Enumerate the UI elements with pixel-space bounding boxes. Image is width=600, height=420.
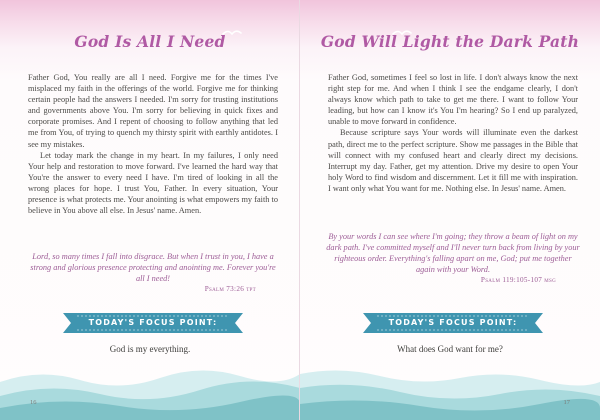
focus-point-text: What does God want for me? <box>397 344 503 354</box>
prayer-paragraph: Let today mark the change in my heart. In my failures, I only need Your help and restoration to move forward. I've learned the hard way that You're the answer to every need I have. I'm tired of looking in all the wrong places for hope. I trust You, Father. In every situation, Your presence is what protects me. Your anointing is what empowers my faith to believe in You above all else. In Jesus' name. Amen. <box>28 150 278 216</box>
scripture-quote <box>26 251 280 295</box>
scripture-quote <box>326 231 580 286</box>
prayer-paragraph: Father God, sometimes I feel so lost in life. I don't always know the next right step for me. And when I think I see the endgame clearly, I don't always know which path to take to get me there. I want to follow Your leading, but how can I know it's You I'm hearing? So I end up paralyzed, unable to move forward in confidence. <box>328 73 578 127</box>
prayer-text <box>28 72 278 216</box>
prayer-paragraph: Father God, You really are all I need. Forgive me for the times I've misplaced my faith in the offerings of the world. Forgive me for thinking certain people had the answers I needed. I'm sorry for trusting institutions and governments above You. I'm sorry for believing in quick fixes and corporate promises. And I repent of choosing to follow anything that led me from You, of trying to quench my thirsty spirit with earthly antidotes. I see my mistakes. <box>28 73 278 149</box>
page-number: 17 <box>563 399 570 406</box>
focus-point-label: TODAY'S FOCUS POINT: <box>388 318 518 327</box>
scripture-reference: Psalm 119:105-107 msg <box>480 276 556 285</box>
scripture-text: By your words I can see where I'm going; they throw a beam of light on my dark path. I've committed myself and I'll never turn back from living by your righteous order. Everything's falling apart on me, God; put me together again with your Word. <box>326 232 580 275</box>
focus-point-text: God is my everything. <box>109 344 191 354</box>
scripture-text: Lord, so many times I fall into disgrace. But when I trust in you, I have a strong and glorious presence protecting and anointing me. Forever you're all I need! <box>30 252 276 284</box>
page-number: 16 <box>30 399 37 406</box>
wave-decoration <box>0 360 300 420</box>
page-title: God Will Light the Dark Path <box>320 32 580 51</box>
scripture-reference: Psalm 73:26 tpt <box>204 285 256 294</box>
prayer-text <box>328 72 578 194</box>
page-title: God Is All I Need <box>74 32 226 51</box>
right-page <box>300 0 600 420</box>
focus-point-banner <box>63 313 243 333</box>
prayer-paragraph: Because scripture says Your words will illuminate even the darkest path, direct me to the perfect scripture. Show me passages in the Bible that will connect with my confused heart and clearly direct my decisions. Interrupt my day. Father, get my attention. Drive my desire to open Your holy Word to find wisdom and discernment. Let it fill me with inspiration. I want only what You want for me. Nothing else. In Jesus' name. Amen. <box>328 128 578 193</box>
wave-decoration <box>300 360 600 420</box>
focus-point-label: TODAY'S FOCUS POINT: <box>88 318 218 327</box>
focus-point-banner <box>363 313 543 333</box>
